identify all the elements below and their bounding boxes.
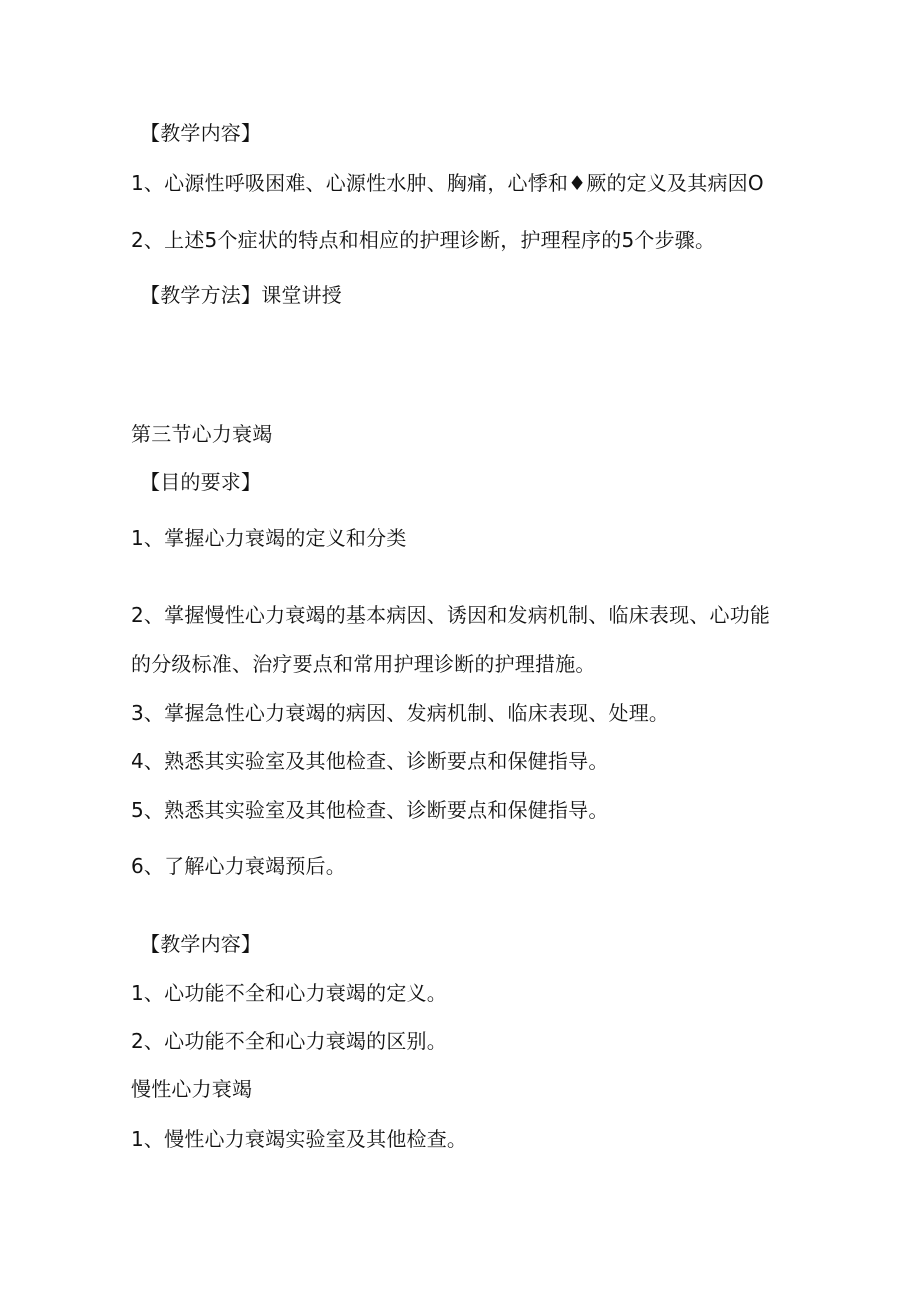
objectives-heading: 【目的要求】	[140, 470, 262, 494]
objective-item-4: 4、熟悉其实验室及其他检查、诊断要点和保健指导。	[131, 749, 609, 773]
objective-item-6: 6、了解心力衰竭预后。	[131, 854, 346, 878]
section-title: 第三节心力衰竭	[131, 422, 273, 446]
teaching-content-item-2: 2、上述5个症状的特点和相应的护理诊断，护理程序的5个步骤。	[131, 228, 716, 252]
subsection-item-1: 1、慢性心力衰竭实验室及其他检查。	[131, 1127, 468, 1151]
objective-item-5: 5、熟悉其实验室及其他检查、诊断要点和保健指导。	[131, 798, 609, 822]
teaching-content-item-1: 1、心源性呼吸困难、心源性水肿、胸痛，心悸和♦厥的定义及其病因O	[131, 171, 764, 195]
subsection-title: 慢性心力衰竭	[131, 1077, 253, 1101]
objective-item-2: 2、掌握慢性心力衰竭的基本病因、诱因和发病机制、临床表现、心功能	[131, 603, 771, 627]
teaching-content-heading: 【教学内容】	[140, 121, 262, 145]
teaching-content-2-item-2: 2、心功能不全和心力衰竭的区别。	[131, 1029, 447, 1053]
teaching-content-heading-2: 【教学内容】	[140, 932, 262, 956]
objective-item-3: 3、掌握急性心力衰竭的病因、发病机制、临床表现、处理。	[131, 701, 670, 725]
teaching-method: 【教学方法】课堂讲授	[140, 283, 342, 307]
objective-item-1: 1、掌握心力衰竭的定义和分类	[131, 526, 407, 550]
teaching-content-2-item-1: 1、心功能不全和心力衰竭的定义。	[131, 981, 447, 1005]
objective-item-2-continued: 的分级标准、治疗要点和常用护理诊断的护理措施。	[131, 652, 596, 676]
